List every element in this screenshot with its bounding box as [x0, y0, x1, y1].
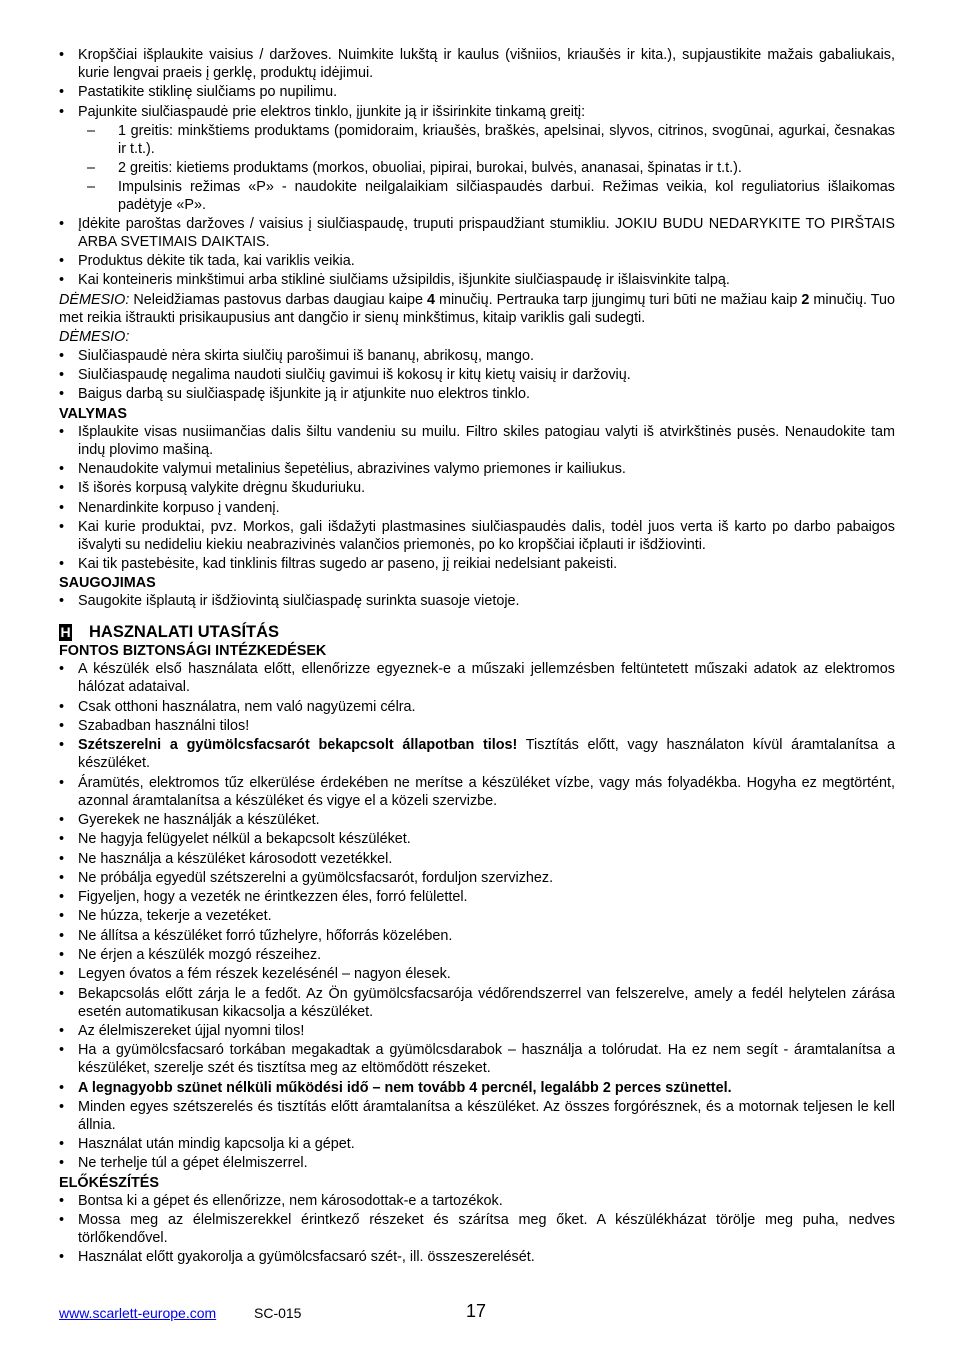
- section-title: HASZNALATI UTASÍTÁS: [89, 623, 280, 642]
- list-item: • A legnagyobb szünet nélküli működési idő – nem tovább 4 percnél, legalább 2 perces szünettel.: [59, 1079, 895, 1097]
- list-item: • Nenardinkite korpuso į vandenį.: [59, 499, 895, 517]
- list-item: • Išplaukite visas nusiimančias dalis šiltu vandeniu su muilu. Filtro skiles patogiau valyti iš atvirkštinės pusės. Nenaudokite tam indų plovimo mašiną.: [59, 423, 895, 459]
- language-badge: H: [60, 623, 71, 640]
- list-item: • Kai tik pastebėsite, kad tinklinis filtras sugedo ar paseno, jį reikiai nedelsiant pakeisti.: [59, 555, 895, 573]
- list-item: • Ne állítsa a készüléket forró tűzhelyre, hőforrás közelében.: [59, 927, 895, 945]
- list-item: • Szabadban használni tilos!: [59, 717, 895, 735]
- website-link[interactable]: www.scarlett-europe.com: [59, 1305, 217, 1321]
- lt-caution-paragraph: DĖMESIO: Neleidžiamas pastovus darbas daugiau kaipe 4 minučių. Pertrauka tarp įjungimų turi būti ne mažiau kaip 2 minučių. Tuo met reikia ištraukti prisikaupusius ant dangčio ir sienų minkštimus, kitaip variklis gali sudegti.: [59, 291, 895, 326]
- lt-speed-list: [59, 122, 895, 214]
- list-item: • Gyerekek ne használják a készüléket.: [59, 811, 895, 829]
- list-item: • Szétszerelni a gyümölcsfacsarót bekapcsolt állapotban tilos! Tisztítás előtt, vagy használaton kívül áramtalanítsa a készüléket.: [59, 736, 895, 772]
- list-item: • Ha a gyümölcsfacsaró torkában megakadtak a gyümölcsdarabok – használja a tolórudat. Ha ez nem segít - áramtalanítsa a készüléket, szerelje szét és tisztítsa meg az eltömődött részeket.: [59, 1041, 895, 1077]
- list-item: • Csak otthoni használatra, nem való nagyüzemi célra.: [59, 698, 895, 716]
- list-item: • Figyeljen, hogy a vezeték ne érintkezzen éles, forró felülettel.: [59, 888, 895, 906]
- list-item: • Mossa meg az élelmiszerekkel érintkező részeket és szárítsa meg őket. A készülékházat törölje meg puha, nedves törlőkendővel.: [59, 1211, 895, 1247]
- lt-storage-list: [59, 592, 895, 610]
- page-number: 17: [466, 1301, 487, 1321]
- list-item: • Nenaudokite valymui metalinius šepetėlius, abrazivines valymo priemones ir kailiukus.: [59, 460, 895, 478]
- hu-section-header: [59, 623, 895, 641]
- list-item: • Kropščiai išplaukite vaisius / daržoves. Nuimkite lukštą ir kaulus (višniios, kriaušės ir kita.), supjaustikite mažais gabaliukais, kurie lengvai praeis į gerklę, produktų idėjimui.: [59, 46, 895, 82]
- list-item: • Pajunkite siulčiaspaudė prie elektros tinklo, įjunkite ją ir išsirinkite tinkamą greitį:: [59, 103, 895, 121]
- list-item: • Siulčiaspaudė nėra skirta siulčių parošimui iš bananų, abrikosų, mango.: [59, 347, 895, 365]
- list-item: • Legyen óvatos a fém részek kezelésénél – nagyon élesek.: [59, 965, 895, 983]
- list-item: • Ne használja a készüléket károsodott vezetékkel.: [59, 850, 895, 868]
- list-item: • Kai konteineris minkštimui arba stiklinė siulčiams užsipildis, išjunkite siulčiaspaudę ir išlaisvinkite talpą.: [59, 271, 895, 289]
- list-item: • Minden egyes szétszerelés és tisztítás előtt áramtalanítsa a készüléket. Az összes forgórésznek, és a motornak teljesen le kell állnia.: [59, 1098, 895, 1134]
- list-item: • Az élelmiszereket újjal nyomni tilos!: [59, 1022, 895, 1040]
- lt-storage-heading: SAUGOJIMAS: [59, 575, 156, 592]
- list-item: • Ne hagyja felügyelet nélkül a bekapcsolt készüléket.: [59, 830, 895, 848]
- list-item: – Impulsinis režimas «P» - naudokite neilgalaikiam silčiaspaudės darbui. Režimas veikia, kol reguliatorius išlaikomas padėtyje «P».: [59, 178, 895, 214]
- lt-cleaning-heading: VALYMAS: [59, 405, 127, 422]
- list-item: • Használat után mindig kapcsolja ki a gépet.: [59, 1135, 895, 1153]
- list-item: • A készülék első használata előtt, ellenőrizze egyeznek-e a műszaki jellemzésben feltüntetett műszaki adatok az elektromos hálózat adataival.: [59, 660, 895, 696]
- list-item: • Bontsa ki a gépet és ellenőrizze, nem károsodottak-e a tartozékok.: [59, 1192, 895, 1210]
- hu-prep-list: [59, 1192, 895, 1267]
- list-item: • Áramütés, elektromos tűz elkerülése érdekében ne merítse a készüléket vízbe, vagy más folyadékba. Hogyha ez megtörtént, azonnal áramtalanítsa a készüléket és vigye el a közeli szervizbe.: [59, 774, 895, 810]
- list-item: • Bekapcsolás előtt zárja le a fedőt. Az Ön gyümölcsfacsarója védőrendszerrel van felszerelve, amely a fedél helytelen zárása esetén automatikusan kikacsolja a készüléket.: [59, 985, 895, 1021]
- list-item: • Pastatikite stiklinę siulčiams po nupilimu.: [59, 83, 895, 101]
- list-item: • Ne érjen a készülék mozgó részeihez.: [59, 946, 895, 964]
- list-item: • Siulčiaspaudę negalima naudoti siulčių gavimui iš kokosų ir kitų kietų vaisių ir daržovių.: [59, 366, 895, 384]
- list-item: • Saugokite išplautą ir išdžiovintą siulčiaspadę surinkta suasoje vietoje.: [59, 592, 895, 610]
- hu-safety-heading: FONTOS BIZTONSÁGI INTÉZKEDÉSEK: [59, 643, 327, 660]
- list-item: • Įdėkite paroštas daržoves / vaisius į siulčiaspaudę, truputi prispaudžiant stumikliu. JOKIU BUDU NEDARYKITE TO PIRŠTAIS ARBA SVETIMAIS DAIKTAIS.: [59, 215, 895, 251]
- list-item: • Használat előtt gyakorolja a gyümölcsfacsaró szét-, ill. összeszerelését.: [59, 1248, 895, 1266]
- lt-steps-list-2: [59, 215, 895, 290]
- caution-label: DĖMESIO:: [59, 291, 130, 308]
- hu-safety-list: [59, 660, 895, 1172]
- lt-caution-label-2: DĖMESIO:: [59, 328, 130, 345]
- lt-cleaning-list: [59, 423, 895, 573]
- list-item: • Ne próbálja egyedül szétszerelni a gyümölcsfacsarót, forduljon szervizhez.: [59, 869, 895, 887]
- list-item: • Produktus dėkite tik tada, kai variklis veikia.: [59, 252, 895, 270]
- list-item: – 2 greitis: kietiems produktams (morkos, obuoliai, pipirai, burokai, bulvės, ananasai, špinatas ir t.t.).: [59, 159, 895, 177]
- lt-steps-list: [59, 46, 895, 121]
- list-item: • Kai kurie produktai, pvz. Morkos, gali išdažyti plastmasines siulčiaspaudės dalis, todėl juos verta iš karto po darbo pabaigos išvalyti su nedideliu kiekiu neabrazivinės valančios priemonės, po ko kropščiai ičplauti ir išdžiovinti.: [59, 518, 895, 554]
- list-item: • Ne terhelje túl a gépet élelmiszerrel.: [59, 1154, 895, 1172]
- lt-caution-list: [59, 347, 895, 404]
- list-item: – 1 greitis: minkštiems produktams (pomidoraim, kriaušės, braškės, apelsinai, slyvos, citrinos, svogūnai, agurkai, česnakas ir t.t.).: [59, 122, 895, 158]
- hu-prep-heading: ELŐKÉSZÍTÉS: [59, 1174, 159, 1191]
- model-number: SC-015: [254, 1305, 302, 1321]
- list-item: • Ne húzza, tekerje a vezetéket.: [59, 907, 895, 925]
- manual-page: [59, 46, 895, 1268]
- list-item: • Iš išorės korpusą valykite drėgnu škuduriuku.: [59, 479, 895, 497]
- list-item: • Baigus darbą su siulčiaspadę išjunkite ją ir atjunkite nuo elektros tinklo.: [59, 385, 895, 403]
